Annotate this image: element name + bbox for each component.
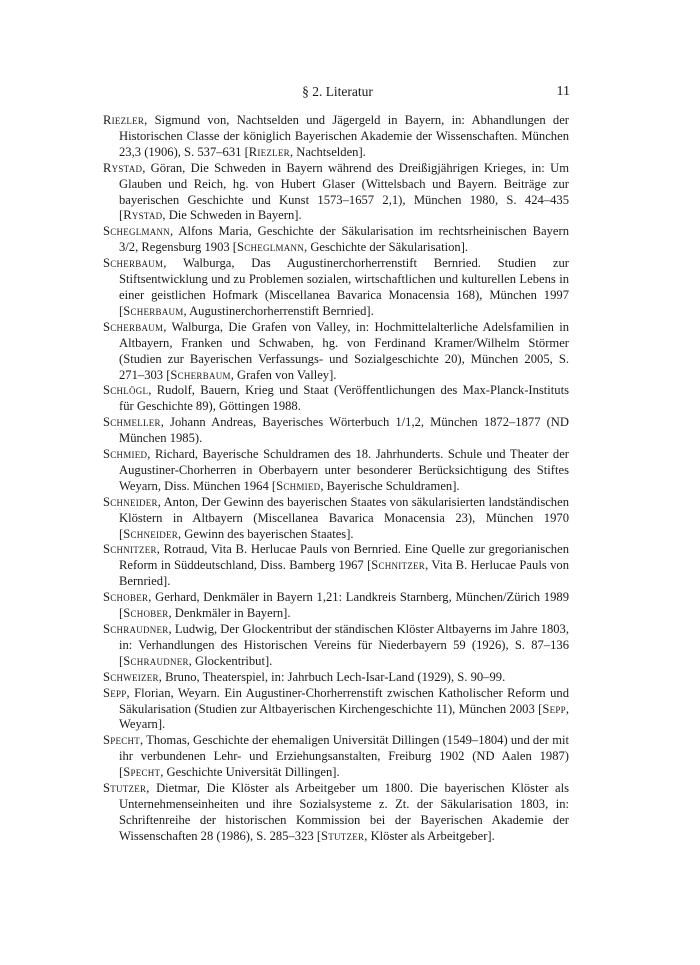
bibliography-entry (103, 224, 569, 256)
entry-short-title: , Grafen von Valley]. (230, 367, 337, 382)
entry-short-author: Schober (123, 606, 169, 621)
entry-text: , Dietmar, Die Klöster als Arbeitgeber um 1800. Die bayerischen Klöster als Unternehmenseinheiten und ihre Sozialsysteme z. Zt. der Säkularisation 1803, in: Schriftenreihe der historischen Kommission bei der Bayerischen Akademie der Wissenschaften 28 (1986), S. 285–323 [ (119, 781, 569, 843)
entry-text: , Walburga, Das Augustinerchorherrenstift Bernried. Studien zur Stiftsentwicklung und zu Problemen sozialen, wirtschaftlichen und kulturellen Lebens in einer geistlichen Hofmark (Miscellanea Bavarica Monacensia 168), München 1997 [ (119, 256, 569, 318)
entry-text: , Gerhard, Denkmäler in Bayern 1,21: Landkreis Starnberg, München/Zürich 1989 [ (119, 590, 569, 621)
entry-short-title: , Geschichte Universität Dillingen]. (160, 765, 340, 780)
entry-author: Schweizer (103, 669, 159, 684)
entry-text: , Alfons Maria, Geschichte der Säkularisation im rechtsrheinischen Bayern 3/2, Regensburg 1903 [ (119, 224, 569, 255)
entry-text: , Sigmund von, Nachtselden und Jägergeld in Bayern, in: Abhandlungen der Historischen Classe der königlich Bayerischen Akademie der Wissenschaften. München 23,3 (1906), S. 537–631 [ (119, 113, 569, 159)
entry-author: Scheglmann (103, 224, 171, 239)
bibliography-entry (103, 113, 569, 161)
entry-text: , Göran, Die Schweden in Bayern während des Dreißigjährigen Krieges, in: Um Glauben und Reich, hg. von Hubert Glaser (Wittelsbach und Bayern. Beiträge zur bayerischen Geschichte und Kunst 1573–1657 2,1), München 1980, S. 424–435 [ (119, 160, 569, 223)
entry-short-author: Schmied (276, 478, 321, 493)
running-title: § 2. Literatur (302, 84, 373, 99)
bibliography-entry (103, 447, 569, 495)
entry-short-title: , Glockentribut]. (188, 653, 273, 668)
bibliography-entry (103, 161, 569, 225)
entry-short-author: Sepp (542, 701, 566, 716)
entry-short-author: Schnitzer (371, 558, 426, 573)
bibliography-list (103, 113, 569, 845)
entry-short-title: , Bayerische Schuldramen]. (320, 478, 460, 493)
entry-text: , Richard, Bayerische Schuldramen des 18. Jahrhunderts. Schule und Theater der Augustiner-Chorherren in Oberbayern unter besonderer Berücksichtigung des Stiftes Weyarn, Diss. München 1964 [ (119, 447, 569, 493)
entry-short-author: Scherbaum (123, 303, 184, 318)
bibliography-entry (103, 670, 569, 686)
entry-short-author: Scherbaum (170, 367, 231, 382)
bibliography-entry (103, 686, 569, 734)
bibliography-entry (103, 383, 569, 415)
entry-author: Scherbaum (103, 256, 164, 271)
entry-text: , Ludwig, Der Glockentribut der ständischen Klöster Altbayerns im Jahre 1803, in: Verhandlungen des Historischen Vereins für Niederbayern 59 (1926), S. 87–136 [ (119, 622, 569, 668)
entry-short-title: , Geschichte der Säkularisation]. (304, 240, 469, 255)
bibliography-entry (103, 590, 569, 622)
entry-author: Stutzer (103, 781, 147, 796)
entry-author: Schnitzer (103, 542, 157, 557)
entry-author: Scherbaum (103, 319, 164, 334)
page-number: 11 (556, 84, 570, 99)
bibliography-entry (103, 320, 569, 384)
bibliography-entry (103, 781, 569, 845)
entry-short-author: Schraudner (123, 653, 189, 668)
entry-author: Rystad (103, 160, 143, 175)
entry-short-title: , Weyarn]. (119, 701, 569, 732)
bibliography-entry (103, 256, 569, 320)
bibliography-entry (103, 622, 569, 670)
entry-text: , Walburga, Die Grafen von Valley, in: Hochmittelalterliche Adelsfamilien in Altbayern, Franken und Schwaben, hg. von Ferdinand Kramer/Wilhelm Störmer (Studien zur Bayerischen Verfassungs- und Sozialgeschichte 20), München 2005, S. 271–303 [ (119, 319, 569, 382)
entry-text: , Rotraud, Vita B. Herlucae Pauls von Bernried. Eine Quelle zur gregorianischen Reform in Süddeutschland, Diss. Bamberg 1967 [ (119, 542, 569, 573)
entry-short-author: Schneider (123, 526, 178, 541)
entry-short-author: Stutzer (321, 828, 365, 843)
entry-short-title: , Nachtselden]. (289, 144, 366, 159)
entry-author: Schraudner (103, 622, 169, 636)
entry-text: , Thomas, Geschichte der ehemaligen Universität Dillingen (1549–1804) und der mit ihr verbundenen Lehr- und Erziehungsanstalten, Freiburg 1902 (ND Aalen 1987) [ (119, 733, 569, 780)
bibliography-entry (103, 415, 569, 447)
entry-text: , Rudolf, Bauern, Krieg und Staat (Veröffentlichungen des Max-Planck-Instituts für Geschichte 89), Göttingen 1988. (119, 383, 569, 414)
entry-author: Schmeller (103, 415, 161, 430)
entry-short-author: Riezler (248, 144, 290, 159)
entry-text: , Bruno, Theaterspiel, in: Jahrbuch Lech-Isar-Land (1929), S. 90–99. (158, 669, 506, 684)
entry-short-author: Specht (123, 765, 161, 780)
entry-author: Schlögl (103, 383, 149, 398)
bibliography-entry (103, 495, 569, 543)
entry-author: Schober (103, 590, 149, 605)
entry-short-title: , Gewinn des bayerischen Staates]. (177, 526, 354, 541)
entry-short-author: Scheglmann (237, 240, 305, 255)
bibliography-entry (103, 733, 569, 781)
entry-short-title: , Klöster als Arbeitgeber]. (364, 828, 495, 843)
entry-author: Sepp (103, 685, 127, 700)
entry-author: Schmied (103, 447, 148, 462)
running-header (105, 84, 570, 104)
entry-short-title: , Augustinerchorherrenstift Bernried]. (183, 303, 374, 318)
entry-short-title: , Vita B. Herlucae Pauls von Bernried]. (119, 558, 569, 589)
entry-short-author: Rystad (123, 208, 163, 223)
entry-short-title: , Die Schweden in Bayern]. (162, 208, 302, 223)
entry-author: Specht (103, 733, 141, 748)
entry-author: Schneider (103, 494, 158, 509)
entry-text: , Anton, Der Gewinn des bayerischen Staates von säkularisierten landständischen Klöstern in Altbayern (Miscellanea Bavarica Monacensia 23), München 1970 [ (119, 494, 569, 541)
bibliography-entry (103, 542, 569, 590)
entry-short-title: , Denkmäler in Bayern]. (168, 606, 291, 621)
entry-text: , Florian, Weyarn. Ein Augustiner-Chorherrenstift zwischen Katholischer Reform und Säkularisation (Studien zur Altbayerischen Kirchengeschichte 11), München 2003 [ (119, 685, 569, 716)
entry-author: Riezler (103, 113, 145, 127)
entry-text: , Johann Andreas, Bayerisches Wörterbuch 1/1,2, München 1872–1877 (ND München 1985). (119, 415, 569, 446)
